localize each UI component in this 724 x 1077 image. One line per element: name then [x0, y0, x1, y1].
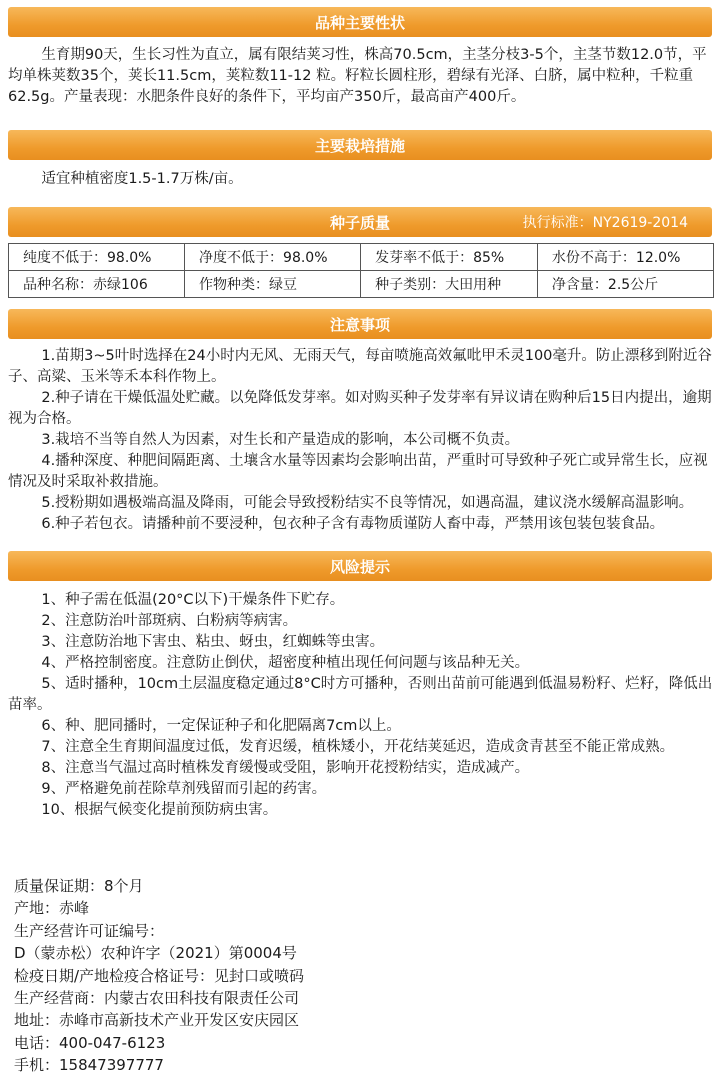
list-item: 5、适时播种，10cm土层温度稳定通过8°C时方可播种，否则出苗前可能遇到低温易粉籽、烂籽，降低出苗率。: [8, 676, 713, 713]
section-title-cultivation: 主要栽培措施: [314, 136, 405, 155]
table-cell: 纯度不低于：98.0%: [9, 244, 185, 271]
table-cell: 作物种类：绿豆: [185, 271, 361, 298]
table-cell: 水份不高于：12.0%: [537, 244, 713, 271]
quarantine-info: 检疫日期/产地检疫合格证号：见封口或喷码: [14, 966, 305, 985]
section-header-traits: [8, 7, 712, 37]
phone: 电话：400-047-6123: [14, 1033, 166, 1052]
section-header-notes: [8, 309, 712, 339]
list-item: 3、注意防治地下害虫、粘虫、蚜虫，红蜘蛛等虫害。: [41, 634, 385, 650]
quality-table: [8, 243, 714, 298]
list-item: 10、根据气候变化提前预防病虫害。: [41, 802, 278, 818]
list-item: 7、注意全生育期间温度过低，发育迟缓，植株矮小，开花结荚延迟，造成贪青甚至不能正常成熟。: [41, 739, 675, 755]
origin: 产地：赤峰: [14, 899, 90, 918]
table-cell: 品种名称：赤绿106: [9, 271, 185, 298]
table-cell: 净度不低于：98.0%: [185, 244, 361, 271]
list-item: 1.苗期3~5叶时选择在24小时内无风、无雨天气，每亩喷施高效氟吡甲禾灵100毫升。防止漂移到附近谷子、高粱、玉米等禾本科作物上。: [8, 348, 712, 385]
list-item: 4.播种深度、种肥间隔距离、土壤含水量等因素均会影响出苗，严重时可导致种子死亡或异常生长，应视情况及时采取补救措施。: [8, 453, 708, 490]
section-header-risks: [8, 551, 712, 581]
list-item: 6、种、肥同播时，一定保证种子和化肥隔离7cm以上。: [41, 718, 401, 734]
table-row: [9, 271, 714, 298]
table-cell: 净含量：2.5公斤: [537, 271, 713, 298]
risks-list: [8, 590, 714, 821]
quality-standard: 执行标准：NY2619-2014: [522, 215, 688, 231]
section-header-cultivation: [8, 130, 712, 160]
list-item: 9、严格避免前茬除草剂残留而引起的药害。: [41, 781, 327, 797]
traits-text: 生育期90天，生长习性为直立，属有限结荚习性，株高70.5cm，主茎分枝3-5个，主茎节数12.0节，平均单株荚数35个，荚长11.5cm，荚粒数11-12 粒。籽粒长圆柱形，碧绿有光泽、白脐，属中粒种，千粒重62.5g。产量表现：水肥条件良好的条件下，平均亩产350斤，最高亩产400斤。: [8, 47, 707, 105]
list-item: 1、种子需在低温(20°C以下)干燥条件下贮存。: [41, 592, 345, 608]
section-title-notes: 注意事项: [329, 315, 390, 334]
section-title-risks: 风险提示: [329, 557, 390, 576]
warranty-period: 质量保证期：8个月: [14, 877, 144, 895]
section-header-quality: [8, 207, 712, 237]
table-cell: 发芽率不低于：85%: [361, 244, 538, 271]
mobile: 手机：15847397777: [14, 1056, 164, 1075]
list-item: 6.种子若包衣。请播种前不要浸种，包衣种子含有毒物质谨防人畜中毒，严禁用该包装包装食品。: [41, 516, 665, 532]
license-number: D（蒙赤松）农种许字（2021）第0004号: [14, 944, 297, 963]
list-item: 8、注意当气温过高时植株发育缓慢或受阻，影响开花授粉结实，造成减产。: [41, 760, 530, 776]
license-label: 生产经营许可证编号：: [14, 921, 165, 940]
product-info: [14, 875, 704, 1077]
list-item: 5.授粉期如遇极端高温及降雨，可能会导致授粉结实不良等情况，如遇高温，建议浇水缓解高温影响。: [41, 495, 694, 511]
list-item: 4、严格控制密度。注意防止倒伏，超密度种植出现任何问题与该品种无关。: [41, 655, 530, 671]
table-cell: 种子类别：大田用种: [361, 271, 538, 298]
list-item: 2、注意防治叶部斑病、白粉病等病害。: [41, 613, 298, 629]
section-title-traits: 品种主要性状: [314, 13, 405, 32]
section-title-quality: 种子质量: [329, 213, 390, 232]
list-item: 2.种子请在干燥低温处贮藏。以免降低发芽率。如对购买种子发芽率有异议请在购种后15日内提出，逾期视为合格。: [8, 390, 712, 427]
manufacturer: 生产经营商：内蒙古农田科技有限责任公司: [14, 989, 300, 1008]
cultivation-text: 适宜种植密度1.5-1.7万株/亩。: [41, 171, 243, 187]
list-item: 3.栽培不当等自然人为因素，对生长和产量造成的影响，本公司概不负责。: [41, 432, 520, 448]
address: 地址：赤峰市高新技术产业开发区安庆园区: [14, 1011, 300, 1030]
notes-list: [8, 346, 714, 535]
table-row: [9, 244, 714, 271]
